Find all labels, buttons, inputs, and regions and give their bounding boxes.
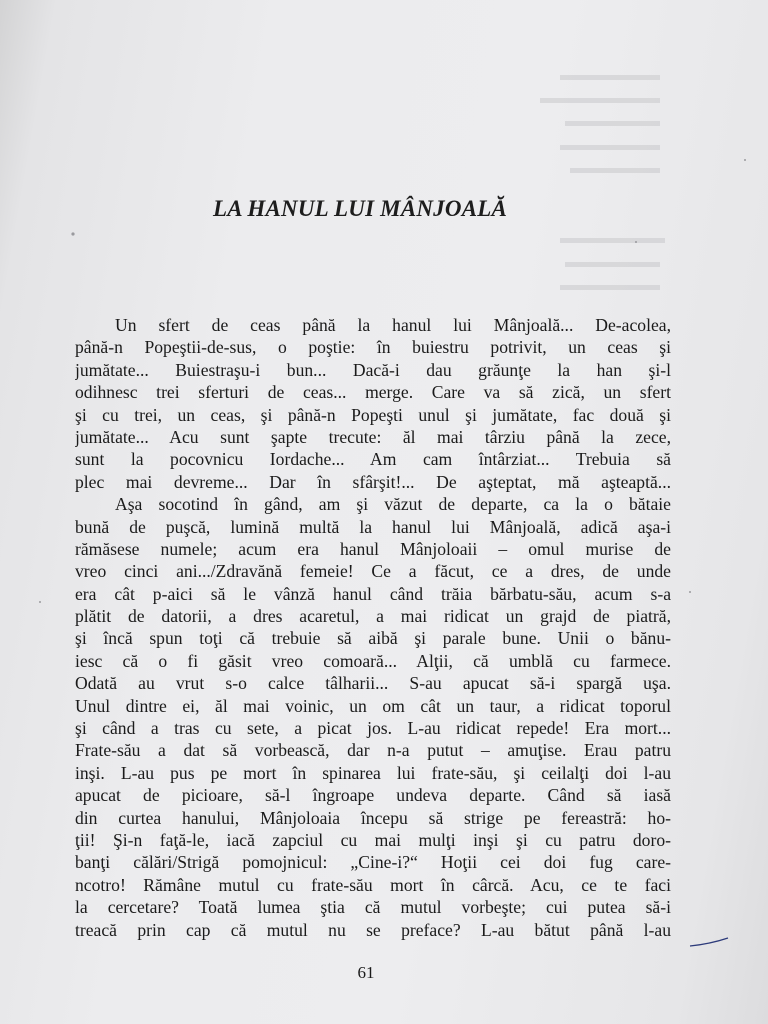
text-line: rămăsese numele; acum era hanul Mânjoloaii – omul murise de bbox=[75, 538, 671, 559]
page-number: 61 bbox=[357, 963, 375, 982]
text-line: treacă prin cap că mutul nu se preface? L-au bătut până l-au bbox=[75, 919, 671, 940]
text-line: odihnesc trei sferturi de ceas... merge. Care va să zică, un sfert bbox=[75, 382, 671, 403]
text-line: inşi. L-au pus pe mort în spinarea lui frate-său, şi ceilalţi doi l-au bbox=[75, 762, 671, 783]
text-line: la cercetare? Toată lumea ştia că mutul vorbeşte; cui putea să-i bbox=[75, 897, 671, 918]
text-line: Frate-său a dat să vorbească, dar n-a putut – amuţise. Erau patru bbox=[75, 740, 671, 761]
text-line: Aşa socotind în gând, am şi văzut de departe, ca la o bătaie bbox=[115, 494, 671, 515]
chapter-title: LA HANUL LUI MÂNJOALĂ bbox=[212, 196, 508, 221]
pen-mark bbox=[690, 938, 728, 946]
text-line: până-n Popeştii-de-sus, o poştie: în buiestru potrivit, un ceas şi bbox=[75, 337, 671, 358]
text-line: ncotro! Rămâne mutul cu frate-său mort în cârcă. Acu, ce te faci bbox=[75, 874, 671, 895]
text-line: ţii! Şi-n faţă-le, iacă zapciul cu mai mulţi inşi şi cu patru doro- bbox=[75, 829, 671, 850]
text-line: şi când a tras cu sete, a picat jos. L-au ridicat repede! Era mort... bbox=[75, 718, 671, 739]
text-line: vreo cinci ani.../Zdravănă femeie! Ce a făcut, ce a dres, de unde bbox=[75, 561, 671, 582]
text-line: Unul dintre ei, ăl mai voinic, un om cât un taur, a ridicat toporul bbox=[75, 695, 671, 716]
text-line: plătit de datorii, a dres acaretul, a mai ridicat un grajd de piatră, bbox=[75, 606, 671, 627]
text-line: apucat de picioare, să-l îngroape undeva departe. Când să iasă bbox=[75, 785, 671, 806]
text-line: Un sfert de ceas până la hanul lui Mânjoală... De-acolea, bbox=[115, 315, 671, 335]
text-line: era cât p-aici să le vânză hanul când trăia bărbatu-său, acum s-a bbox=[75, 583, 671, 604]
text-line: banţi călări/Strigă pomojnicul: „Cine-i?“ Hoţii cei doi fug care- bbox=[75, 852, 671, 873]
text-line: şi cu trei, un ceas, şi până-n Popeşti unul şi jumătate, fac două şi bbox=[75, 404, 671, 425]
text-line: iesc că o fi găsit vreo comoară... Alţii, că umblă cu farmece. bbox=[75, 650, 671, 671]
text-line: plec mai devreme... Dar în sfârşit!... De aşteptat, mă aşteaptă... bbox=[75, 471, 671, 492]
text-line: jumătate... Acu sunt şapte trecute: ăl mai târziu până la zece, bbox=[75, 426, 671, 447]
text-line: din curtea hanului, Mânjoloaia începu să strige pe fereastră: ho- bbox=[75, 807, 671, 828]
text-line: şi încă spun toţi că trebuie să aibă şi parale bune. Unii o bănu- bbox=[75, 628, 671, 649]
body-text bbox=[75, 314, 671, 941]
text-line: bună de puşcă, lumină multă la hanul lui Mânjoală, adică aşa-i bbox=[75, 516, 671, 537]
text-line: sunt la pocovnicu Iordache... Am cam întârziat... Trebuia să bbox=[75, 449, 671, 470]
text-line: Odată au vrut s-o calce tâlharii... S-au apucat să-i spargă uşa. bbox=[75, 673, 671, 694]
text-line: jumătate... Buiestraşu-i bun... Dacă-i dau grăunţe la han şi-l bbox=[75, 359, 671, 380]
